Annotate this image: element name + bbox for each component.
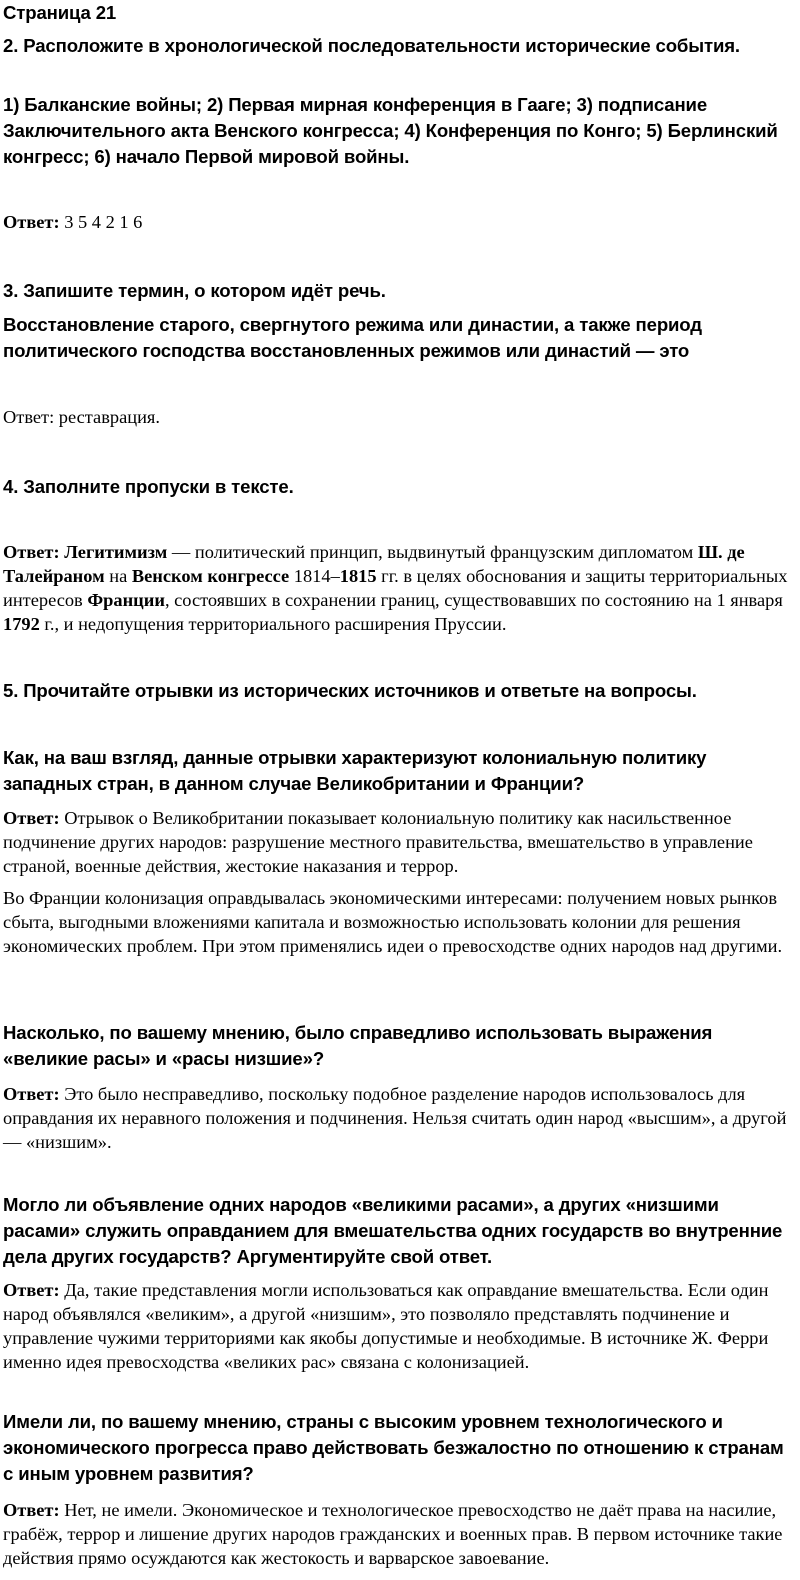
q2-heading: 2. Расположите в хронологической последовательности исторические события. <box>3 35 740 56</box>
q4-text-5: , состоявших в сохранении границ, существовавших по состоянию на 1 января <box>164 590 783 610</box>
q4-heading: 4. Заполните пропуски в тексте. <box>3 476 294 497</box>
q3-heading: 3. Запишите термин, о котором идёт речь. <box>3 280 386 301</box>
answer-text: Нет, не имели. Экономическое и технологическое превосходство не даёт права на насилие, грабёж, террор и лишение других народов гражданских и военных прав. В первом источнике такие действия прямо осуждаются как жестокость и варварское завоевание. <box>3 1500 783 1568</box>
q2-answer <box>3 210 797 234</box>
q5-answer-1-extra: Во Франции колонизация оправдывалась экономическими интересами: получением новых рынков сбыта, выгодными вложениями капитала и возможностью использовать колонии для решения экономических проблем. При этом применялись идеи о превосходстве одних народов над другими. <box>3 888 783 956</box>
q5-question-3: Могло ли объявление одних народов «великими расами», а других «низшими расами» служить оправданием для вмешательства одних государств во внутренние дела других государств? Аргументируйте свой ответ. <box>3 1194 783 1267</box>
q4-answer-label: Ответ: <box>3 542 60 562</box>
q3-prompt: Восстановление старого, свергнутого режима или династии, а также период политического господства восстановленных режимов или династий — это <box>3 314 702 361</box>
answer-text: Да, такие представления могли использоваться как оправдание вмешательства. Если один народ объявлялся «великим», а другой «низшим», это позволяло представлять подчинение и управление чужими территориями как якобы допустимые и необходимые. В источнике Ж. Ферри именно идея превосходства «великих рас» связана с колонизацией. <box>3 1280 769 1372</box>
q5-question-4: Имели ли, по вашему мнению, страны с высоким уровнем технологического и экономического прогресса право действовать безжалостно по отношению к странам с иным уровнем развития? <box>3 1411 784 1484</box>
q4-text-4: гг. в целях обоснования и защиты территориальных интересов <box>3 566 788 610</box>
answer-label: Ответ: <box>3 1280 60 1300</box>
page-title: Страница 21 <box>3 2 117 23</box>
answer-text: Это было несправедливо, поскольку подобное разделение народов использовалось для оправдания их неравного положения и подчинения. Нельзя считать один народ «высшим», а другой — «низшим». <box>3 1084 787 1152</box>
q5-answer-3 <box>3 1278 797 1374</box>
q4-text-3: 1814– <box>289 566 340 586</box>
q3-answer: Ответ: реставрация. <box>3 407 160 427</box>
q4-term: Легитимизм <box>64 542 168 562</box>
q4-event: Венском конгрессе <box>131 566 290 586</box>
answer-label: Ответ: <box>3 1084 60 1104</box>
q5-answer-4 <box>3 1498 797 1570</box>
answer-label: Ответ: <box>3 808 60 828</box>
q4-text-2: на <box>104 566 132 586</box>
q2-events: 1) Балканские войны; 2) Первая мирная конференция в Гааге; 3) подписание Заключительного акта Венского конгресса; 4) Конференция по Конго; 5) Берлинский конгресс; 6) начало Первой мировой войны. <box>3 94 778 167</box>
q2-answer-value: 3 5 4 2 1 6 <box>59 212 143 232</box>
answer-label: Ответ: <box>3 1500 60 1520</box>
q5-question-1: Как, на ваш взгляд, данные отрывки характеризуют колониальную политику западных стран, в данном случае Великобритании и Франции? <box>3 747 707 794</box>
answer-text: Отрывок о Великобритании показывает колониальную политику как насильственное подчинение других народов: разрушение местного правительства, вмешательство в управление страной, военные действия, жестокие наказания и террор. <box>3 808 753 876</box>
q5-answer-2 <box>3 1082 797 1154</box>
q4-country: Франции <box>87 590 165 610</box>
q5-heading: 5. Прочитайте отрывки из исторических источников и ответьте на вопросы. <box>3 680 697 701</box>
q4-year-end: 1815 <box>339 566 377 586</box>
q5-question-2: Насколько, по вашему мнению, было справедливо использовать выражения «великие расы» и «расы низшие»? <box>3 1022 713 1069</box>
q4-text-6: г., и недопущения территориального расширения Пруссии. <box>39 614 507 634</box>
q4-text-1: — политический принцип, выдвинутый французским дипломатом <box>167 542 698 562</box>
q4-person: Ш. де Талейраном <box>3 542 745 586</box>
q5-answer-1 <box>3 806 797 878</box>
q2-answer-label: Ответ: <box>3 212 60 232</box>
q4-year: 1792 <box>3 614 40 634</box>
q4-answer <box>3 540 797 636</box>
